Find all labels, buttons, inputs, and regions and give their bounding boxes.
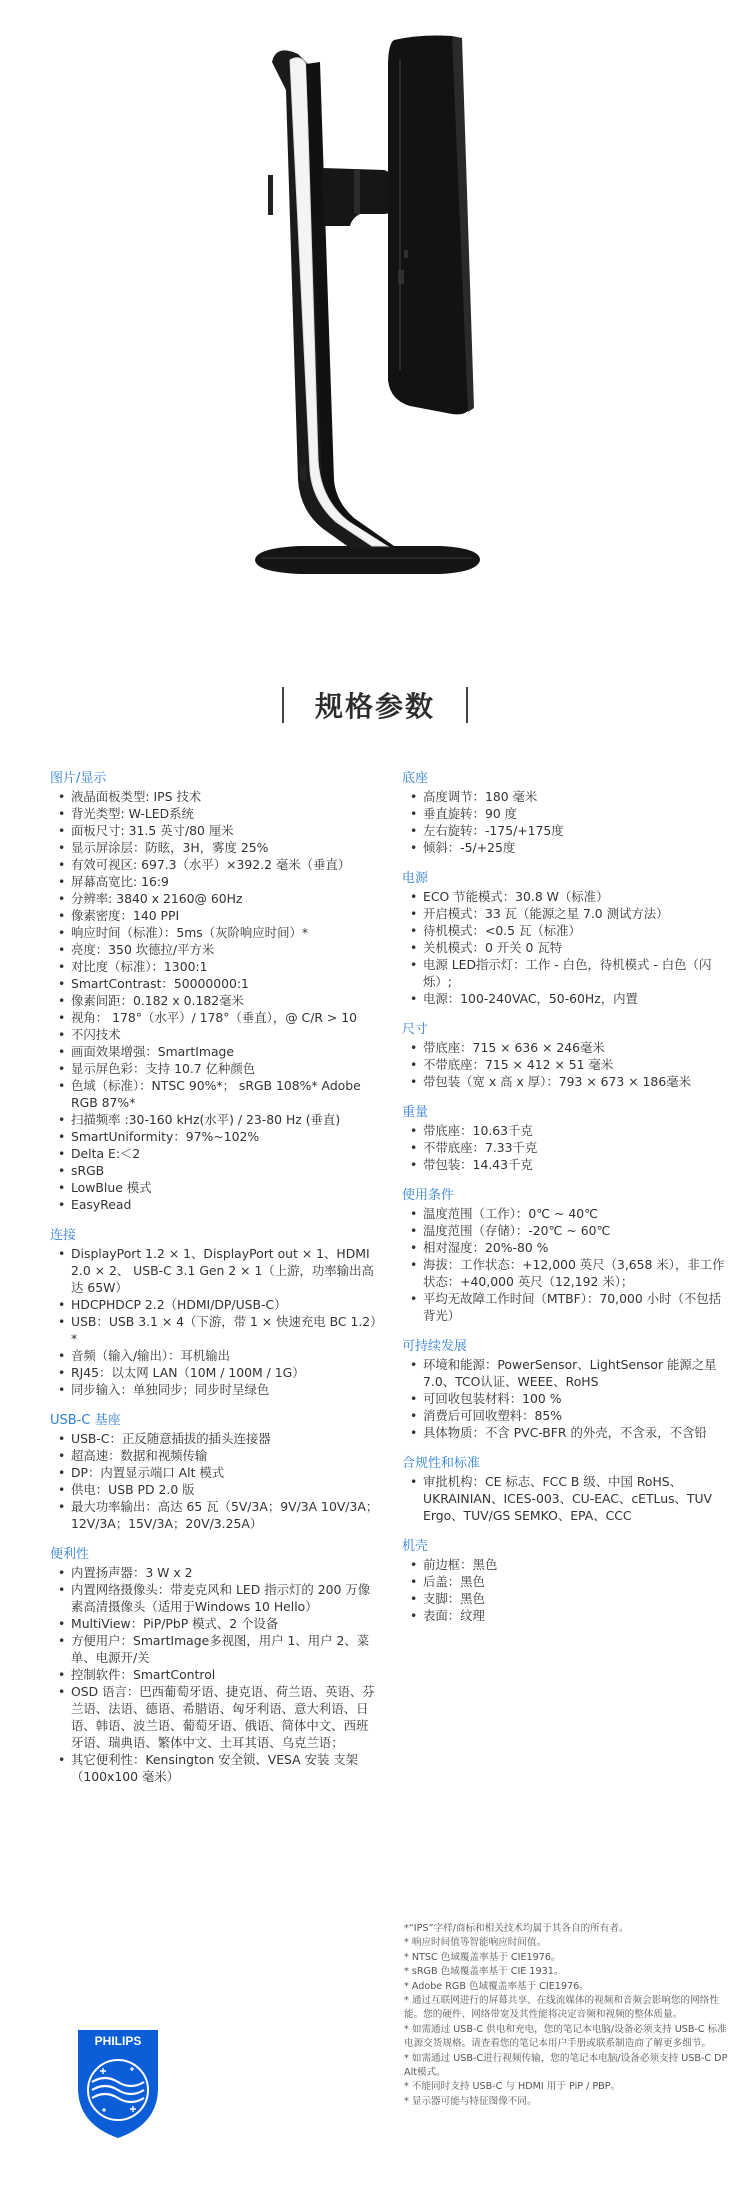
spec-item: • 后盖：黑色	[402, 1573, 732, 1590]
spec-item: • 超高速：数据和视频传输	[50, 1447, 380, 1464]
section-cabinet	[402, 1538, 732, 1624]
section-title: 合规性和标准	[402, 1456, 481, 1471]
spec-item: • 环境和能源：PowerSensor、LightSensor 能源之星 7.0、TCO认证、WEEE、RoHS	[402, 1356, 732, 1390]
section-title: 可持续发展	[402, 1339, 468, 1354]
section-title: USB-C 基座	[50, 1413, 121, 1428]
section-title: 使用条件	[402, 1188, 455, 1203]
section-power	[402, 870, 732, 1007]
section-sustainability	[402, 1338, 732, 1441]
spec-item: • RJ45：以太网 LAN（10M / 100M / 1G）	[50, 1364, 380, 1381]
spec-item: • 其它便利性：Kensington 安全锁、VESA 安装 支架（100x100 毫米）	[50, 1751, 380, 1785]
spec-item: • 带底座：10.63千克	[402, 1122, 732, 1139]
footnote: * 显示器可能与特征图像不同。	[404, 2095, 537, 2107]
section-usb-c-dock	[50, 1412, 380, 1532]
monitor-side-view-image	[0, 0, 750, 620]
spec-item: • 消费后可回收塑料：85%	[402, 1407, 732, 1424]
spec-item: • Delta E:＜2	[50, 1145, 380, 1162]
spec-item: • 倾斜：-5/+25度	[402, 839, 732, 856]
footnote: * 通过互联网进行的屏幕共享、在线流媒体的视频和音频会影响您的网络性能。您的硬件、网络带宽及其性能将决定音频和视频的整体质量。	[404, 1995, 719, 2021]
spec-item: • 电源：100-240VAC，50-60Hz，内置	[402, 990, 732, 1007]
spec-item: • 可回收包装材料：100 %	[402, 1390, 732, 1407]
spec-item: • USB：USB 3.1 × 4（下游，带 1 × 快速充电 BC 1.2）*	[50, 1313, 380, 1347]
spec-item: • 亮度：350 坎德拉/平方米	[50, 941, 380, 958]
spec-item: • 色域（标准）：NTSC 90%*； sRGB 108%* Adobe RGB 87%*	[50, 1077, 380, 1111]
footnote: * 不能同时支持 USB-C 与 HDMI 用于 PiP / PBP。	[404, 2081, 621, 2093]
philips-logo	[72, 2028, 164, 2140]
spec-item: • 分辨率: 3840 x 2160@ 60Hz	[50, 890, 380, 907]
spec-item: • sRGB	[50, 1162, 380, 1179]
footnote: * sRGB 色域覆盖率基于 CIE 1931。	[404, 1966, 564, 1978]
section-title: 重量	[402, 1105, 429, 1120]
spec-item: • 海拔：工作状态：+12,000 英尺（3,658 米），非工作状态：+40,000 英尺（12,192 米）；	[402, 1256, 732, 1290]
spec-item: • 带底座：715 × 636 × 246毫米	[402, 1039, 732, 1056]
spec-list	[402, 788, 732, 856]
section-title: 电源	[402, 871, 429, 886]
spec-item: • 内置扬声器：3 W x 2	[50, 1564, 380, 1581]
spec-item: • 表面：纹理	[402, 1607, 732, 1624]
footnote: * 如需通过 USB-C进行视频传输，您的笔记本电脑/设备必须支持 USB-C DP Alt模式。	[404, 2052, 728, 2079]
spec-item: • 支脚：黑色	[402, 1590, 732, 1607]
spec-item: • 像素间距：0.182 x 0.182毫米	[50, 992, 380, 1009]
spec-item: • 带包装：14.43千克	[402, 1156, 732, 1173]
section-compliance	[402, 1455, 732, 1524]
spec-list	[402, 888, 732, 1007]
footnote: * NTSC 色域覆盖率基于 CIE1976。	[404, 1951, 561, 1963]
spec-item: • 对比度（标准）：1300:1	[50, 958, 380, 975]
spec-item: • 液晶面板类型: IPS 技术	[50, 788, 380, 805]
spec-column-right	[402, 770, 732, 1638]
spec-list	[402, 1122, 732, 1173]
spec-list	[402, 1473, 732, 1524]
spec-list	[402, 1556, 732, 1624]
spec-item: • 同步输入：单独同步；同步时呈绿色	[50, 1381, 380, 1398]
spec-list	[50, 1245, 380, 1398]
spec-item: • SmartContrast：50000000:1	[50, 975, 380, 992]
section-stand	[402, 770, 732, 856]
section-title: 底座	[402, 771, 429, 786]
spec-item: • LowBlue 模式	[50, 1179, 380, 1196]
footnote: * Adobe RGB 色域覆盖率基于 CIE1976。	[404, 1980, 589, 1992]
section-connectivity	[50, 1227, 380, 1398]
spec-item: • HDCPHDCP 2.2（HDMI/DP/USB-C）	[50, 1296, 380, 1313]
spec-list	[50, 1564, 380, 1785]
footnote: * 如需通过 USB-C 供电和充电，您的笔记本电脑/设备必须支持 USB-C 标准电源交货规格。请查看您的笔记本用户手册或联系制造商了解更多细节。	[404, 2023, 727, 2050]
spec-item: • 审批机构：CE 标志、FCC B 级、中国 RoHS、UKRAINIAN、ICES-003、CU-EAC、cETLus、TUV Ergo、TUV/GS SEMKO、EPA、CCC	[402, 1473, 732, 1524]
spec-item: • 控制软件：SmartControl	[50, 1666, 380, 1683]
spec-item: • 温度范围（存储）：-20℃ ~ 60℃	[402, 1222, 732, 1239]
spec-list	[402, 1356, 732, 1441]
spec-item: • OSD 语言：巴西葡萄牙语、捷克语、荷兰语、英语、芬兰语、法语、德语、希腊语、匈牙利语、意大利语、日语、韩语、波兰语、葡萄牙语、俄语、简体中文、西班牙语、瑞典语、繁体中文、土耳其语、乌克兰语；	[50, 1683, 380, 1751]
spec-item: • 扫描频率 :30-160 kHz(水平) / 23-80 Hz (垂直)	[50, 1111, 380, 1128]
spec-item: • 不带底座：715 × 412 × 51 毫米	[402, 1056, 732, 1073]
spec-item: • 显示屏涂层：防眩，3H，雾度 25%	[50, 839, 380, 856]
spec-item: • 开启模式：33 瓦（能源之星 7.0 测试方法）	[402, 905, 732, 922]
spec-item: • 内置网络摄像头：带麦克风和 LED 指示灯的 200 万像素高清摄像头（适用于Windows 10 Hello）	[50, 1581, 380, 1615]
spec-item: • 相对湿度：20%-80 %	[402, 1239, 732, 1256]
footnote: * 响应时间值等智能响应时间值。	[404, 1937, 547, 1949]
spec-list	[50, 1430, 380, 1532]
spec-item: • 显示屏色彩：支持 10.7 亿种颜色	[50, 1060, 380, 1077]
section-title: 机壳	[402, 1539, 429, 1554]
section-title: 图片/显示	[50, 771, 107, 786]
section-title: 连接	[50, 1228, 77, 1243]
spec-item: • 画面效果增强：SmartImage	[50, 1043, 380, 1060]
section-dimensions	[402, 1021, 732, 1090]
spec-item: • 屏幕高宽比: 16:9	[50, 873, 380, 890]
spec-item: • 温度范围（工作）：0℃ ~ 40℃	[402, 1205, 732, 1222]
spec-item: • 不带底座：7.33千克	[402, 1139, 732, 1156]
spec-item: • 最大功率输出：高达 65 瓦（5V/3A；9V/3A 10V/3A；12V/3A；15V/3A；20V/3.25A）	[50, 1498, 380, 1532]
spec-item: • 像素密度：140 PPI	[50, 907, 380, 924]
spec-item: • EasyRead	[50, 1196, 380, 1213]
spec-item: • 待机模式：<0.5 瓦（标准）	[402, 922, 732, 939]
spec-item: • 方便用户：SmartImage多视图，用户 1、用户 2、菜单、电源开/关	[50, 1632, 380, 1666]
spec-item: • 左右旋转：-175/+175度	[402, 822, 732, 839]
spec-item: • 具体物质：不含 PVC-BFR 的外壳，不含汞，不含铅	[402, 1424, 732, 1441]
spec-item: • 关机模式：0 开关 0 瓦特	[402, 939, 732, 956]
spec-item: • ECO 节能模式：30.8 W（标准）	[402, 888, 732, 905]
spec-item: • 视角： 178°（水平）/ 178°（垂直），@ C/R > 10	[50, 1009, 380, 1026]
spec-item: • DP：内置显示端口 Alt 模式	[50, 1464, 380, 1481]
spec-item: • 有效可视区: 697.3（水平）×392.2 毫米（垂直）	[50, 856, 380, 873]
spec-item: • USB-C：正反随意插拔的插头连接器	[50, 1430, 380, 1447]
spec-item: • 电源 LED指示灯：工作 - 白色，待机模式 - 白色（闪烁）;	[402, 956, 732, 990]
spec-item: • DisplayPort 1.2 × 1、DisplayPort out × 1、HDMI 2.0 × 2、 USB-C 3.1 Gen 2 × 1（上游，功率输出高达 65W）	[50, 1245, 380, 1296]
section-weight	[402, 1104, 732, 1173]
spec-column-left	[50, 770, 380, 1799]
spec-item: • 垂直旋转：90 度	[402, 805, 732, 822]
logo-wordmark: PHILIPS	[94, 2034, 142, 2048]
section-operating-conditions	[402, 1187, 732, 1324]
spec-item: • 背光类型: W-LED系统	[50, 805, 380, 822]
section-title: 尺寸	[402, 1022, 429, 1037]
section-display	[50, 770, 380, 1213]
spec-item: • 供电：USB PD 2.0 版	[50, 1481, 380, 1498]
spec-list	[402, 1205, 732, 1324]
spec-item: • MultiView：PiP/PbP 模式、2 个设备	[50, 1615, 380, 1632]
footnotes	[404, 1922, 734, 2109]
spec-list	[402, 1039, 732, 1090]
spec-item: • 不闪技术	[50, 1026, 380, 1043]
section-title: 便利性	[50, 1547, 90, 1562]
spec-list	[50, 788, 380, 1213]
spec-item: • SmartUniformity：97%~102%	[50, 1128, 380, 1145]
spec-item: • 面板尺寸: 31.5 英寸/80 厘米	[50, 822, 380, 839]
spec-item: • 高度调节：180 毫米	[402, 788, 732, 805]
spec-item: • 平均无故障工作时间（MTBF）：70,000 小时（不包括背光）	[402, 1290, 732, 1324]
page-title: 规格参数	[314, 690, 435, 723]
spec-item: • 响应时间（标准）：5ms（灰阶响应时间）*	[50, 924, 380, 941]
spec-item: • 带包装（宽 x 高 x 厚）：793 × 673 × 186毫米	[402, 1073, 732, 1090]
title-right-bar	[466, 687, 468, 723]
spec-item: • 音频（输入/输出）：耳机输出	[50, 1347, 380, 1364]
section-convenience	[50, 1546, 380, 1785]
spec-title-block	[0, 675, 750, 735]
spec-item: • 前边框：黑色	[402, 1556, 732, 1573]
footnote: *“IPS”字样/商标和相关技术均属于其各自的所有者。	[404, 1923, 629, 1934]
